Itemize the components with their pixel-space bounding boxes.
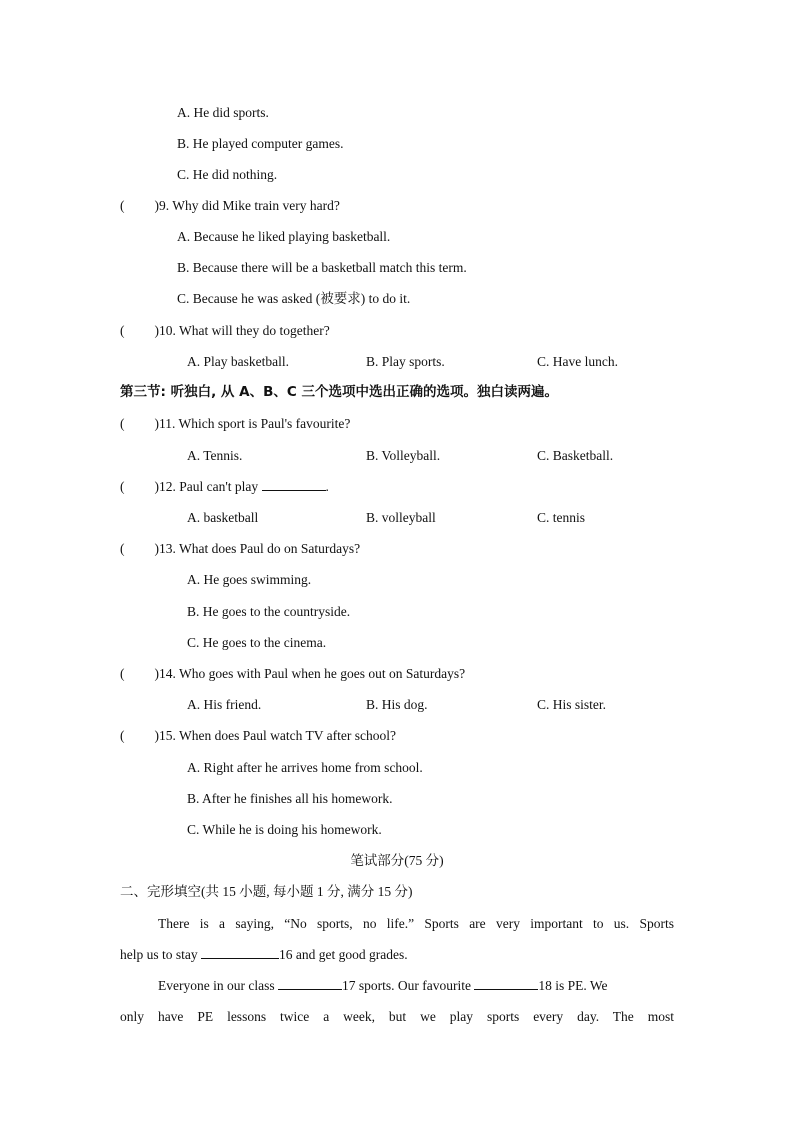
q15-option-b: B. After he finishes all his homework. (187, 791, 393, 806)
q8-option-a: A. He did sports. (177, 105, 269, 120)
q13-question (120, 540, 360, 558)
q14-stem: )14. Who goes with Paul when he goes out on Saturdays? (154, 666, 466, 681)
q12-option-a: A. basketball (187, 510, 259, 525)
answer-paren: ( (120, 666, 125, 681)
q9-question (120, 197, 340, 215)
q10-option-a: A. Play basketball. (187, 354, 289, 369)
passage-line-4: only have PE lessons twice a week, but we play sports every day. The most (120, 1009, 674, 1024)
answer-paren: ( (120, 728, 125, 743)
q13-option-b: B. He goes to the countryside. (187, 604, 351, 619)
cloze-blank-18[interactable] (474, 977, 538, 990)
passage-line-3 (158, 977, 608, 995)
passage-text: 17 sports. Our favourite (341, 978, 475, 993)
q11-question (120, 415, 350, 433)
q13-option-a: A. He goes swimming. (187, 572, 312, 587)
answer-paren: ( (120, 416, 125, 431)
q13-stem: )13. What does Paul do on Saturdays? (154, 541, 361, 556)
q15-question (120, 727, 396, 745)
q12-option-b: B. volleyball (366, 510, 436, 525)
q14-option-c: C. His sister. (537, 697, 607, 712)
passage-text: Everyone in our class (158, 978, 278, 993)
q11-option-a: A. Tennis. (187, 448, 243, 463)
passage-text: 18 is PE. We (538, 978, 608, 993)
passage-line-1: There is a saying, “No sports, no life.” Sports are very important to us. Sports (158, 916, 674, 931)
q8-option-c: C. He did nothing. (177, 167, 278, 182)
q10-question (120, 322, 330, 340)
answer-blank[interactable] (262, 478, 326, 491)
q13-option-c: C. He goes to the cinema. (187, 635, 327, 650)
q12-stem: )12. Paul can't play (154, 479, 262, 494)
q14-option-b: B. His dog. (366, 697, 428, 712)
q15-option-a: A. Right after he arrives home from school. (187, 760, 423, 775)
q10-option-b: B. Play sports. (366, 354, 445, 369)
passage-line-2 (120, 946, 408, 964)
cloze-blank-16[interactable] (201, 946, 279, 959)
q9-option-c: C. Because he was asked (被要求) to do it. (177, 291, 411, 306)
q10-option-c: C. Have lunch. (537, 354, 618, 369)
q14-option-a: A. His friend. (187, 697, 262, 712)
part-2-heading: 二、完形填空(共 15 小题, 每小题 1 分, 满分 15 分) (120, 884, 413, 899)
q9-option-b: B. Because there will be a basketball match this term. (177, 260, 467, 275)
q11-option-b: B. Volleyball. (366, 448, 441, 463)
q9-stem: )9. Why did Mike train very hard? (154, 198, 340, 213)
q12-stem-end: . (325, 479, 329, 494)
section-3-heading: 第三节: 听独白, 从 A、B、C 三个选项中选出正确的选项。独白读两遍。 (120, 384, 558, 400)
q11-stem: )11. Which sport is Paul's favourite? (154, 416, 351, 431)
q14-question (120, 665, 465, 683)
passage-text: 16 and get good grades. (279, 947, 408, 962)
q15-stem: )15. When does Paul watch TV after school? (154, 728, 396, 743)
answer-paren: ( (120, 198, 125, 213)
q11-option-c: C. Basketball. (537, 448, 614, 463)
written-part-title: 笔试部分(75 分) (350, 853, 444, 868)
cloze-blank-17[interactable] (278, 977, 342, 990)
answer-paren: ( (120, 323, 125, 338)
q15-option-c: C. While he is doing his homework. (187, 822, 382, 837)
q12-option-c: C. tennis (537, 510, 586, 525)
answer-paren: ( (120, 541, 125, 556)
q12-question (120, 478, 329, 496)
q8-option-b: B. He played computer games. (177, 136, 344, 151)
q10-stem: )10. What will they do together? (154, 323, 330, 338)
q9-option-a: A. Because he liked playing basketball. (177, 229, 391, 244)
answer-paren: ( (120, 479, 125, 494)
passage-text: help us to stay (120, 947, 201, 962)
